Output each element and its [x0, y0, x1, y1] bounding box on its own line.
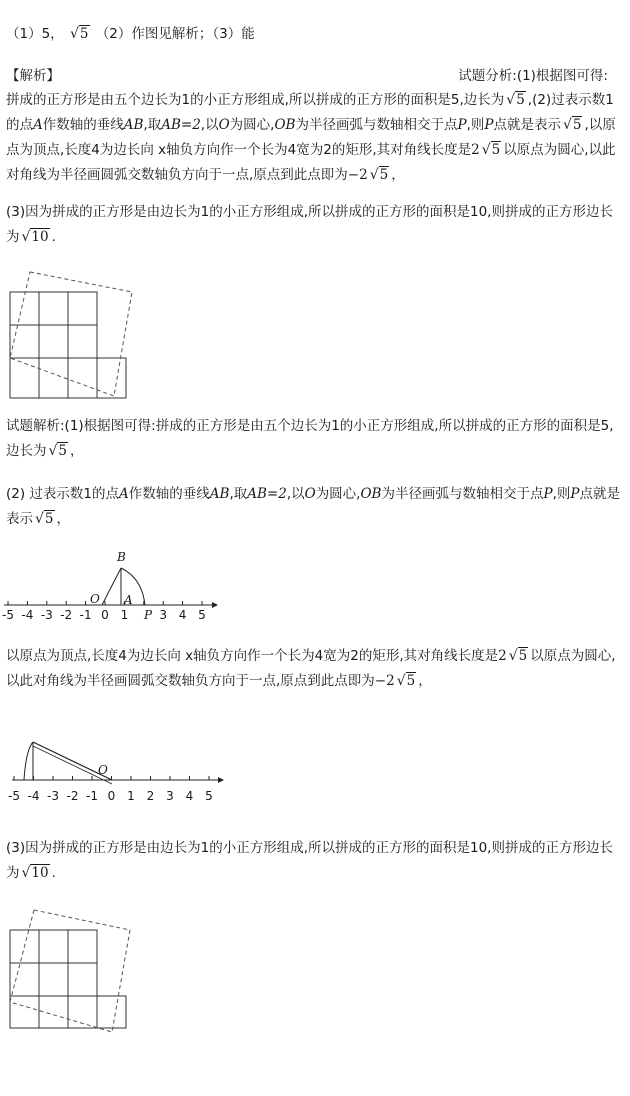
sqrt-10: √10: [21, 229, 49, 245]
sqrt-5: √5: [506, 92, 525, 108]
sqrt-5: √5: [35, 511, 54, 527]
tick-label: 5: [205, 789, 213, 803]
tick-label: -5: [8, 789, 20, 803]
grid-square-figure-2: [0, 908, 150, 1038]
tick-label: -1: [86, 789, 98, 803]
tick-label: -5: [2, 608, 14, 622]
tick-label: -2: [66, 789, 79, 803]
tick-label: 0: [101, 608, 109, 622]
number-line-figure-1: [0, 548, 230, 628]
number-line-figure-2: [0, 728, 230, 808]
part3-analysis: (3)因为拼成的正方形是由边长为1的小正方形组成,所以拼成的正方形的面积是10,则拼成的正方形边长为 √10 .: [6, 200, 620, 250]
label-B: B: [117, 550, 126, 564]
label-P: P: [144, 608, 153, 622]
tick-label: -3: [47, 789, 59, 803]
analysis-paragraph: 拼成的正方形是由五个边长为1的小正方形组成,所以拼成的正方形的面积是5,边长为 √5 ,(2)过表示数1的点A作数轴的垂线AB,取AB=2,以O为圆心,OB为半径画弧与数轴相交于点P,则P点就是表示 √5 ,以原点为顶点,长度4为边长向 x轴负方向作一个长为4宽为2的矩形,其对角线长度是2 √5 以原点为圆心,以此对角线为半径画圆弧交数轴负方向于一点,原点到此点即为−2 √5 ，: [6, 88, 620, 188]
label-O: O: [90, 592, 100, 606]
sqrt-5: √5: [508, 648, 528, 664]
sqrt-5: √5: [69, 26, 89, 42]
sqrt-10: √10: [21, 865, 49, 881]
tick-label: 4: [178, 608, 187, 622]
sqrt-5: √5: [562, 117, 582, 133]
answer-part1: （1）5，: [6, 26, 64, 42]
sqrt-5: √5: [369, 167, 389, 183]
tick-label: 1: [120, 608, 129, 622]
answer-line: [6, 22, 620, 47]
sqrt-5: √5: [481, 142, 501, 158]
analysis-note: 试题分析:(1)根据图可得:: [458, 68, 608, 84]
tick-label: 3: [166, 789, 174, 803]
tick-label: -1: [79, 608, 92, 622]
part3-solution: (3)因为拼成的正方形是由边长为1的小正方形组成,所以拼成的正方形的面积是10,则拼成的正方形边长为 √10 .: [6, 836, 620, 886]
tick-label: -4: [27, 789, 40, 803]
tick-label: 4: [185, 789, 194, 803]
analysis-header: [6, 64, 620, 89]
tick-label: 2: [146, 789, 155, 803]
solution-part2: (2) 过表示数1的点A作数轴的垂线AB,取AB=2,以O为圆心,OB为半径画弧与数轴相交于点P,则P点就是表示 √5 ，: [6, 482, 620, 532]
tick-label: 5: [198, 608, 206, 622]
analysis-title: 【解析】: [6, 68, 60, 84]
sqrt-5: √5: [48, 443, 68, 459]
label-O: O: [98, 763, 108, 777]
tick-label: -3: [40, 608, 53, 622]
tick-label: -4: [21, 608, 34, 622]
sqrt-5: √5: [396, 673, 416, 689]
tick-label: 0: [107, 789, 116, 803]
answer-part2: （2）作图见解析；（3）能: [95, 26, 255, 42]
tick-label: 3: [159, 608, 168, 622]
solution-part2-continued: 以原点为顶点,长度4为边长向 x轴负方向作一个长为4宽为2的矩形,其对角线长度是2 √5 以原点为圆心,以此对角线为半径画圆弧交数轴负方向于一点,原点到此点即为−2 √5 ，: [6, 644, 620, 694]
tick-label: -2: [60, 608, 73, 622]
solution-part1: 试题解析:(1)根据图可得:拼成的正方形是由五个边长为1的小正方形组成,所以拼成的正方形的面积是5,边长为 √5 ，: [6, 414, 620, 464]
tick-label: 1: [127, 789, 135, 803]
label-A: A: [124, 593, 133, 607]
grid-square-figure: [0, 270, 150, 400]
